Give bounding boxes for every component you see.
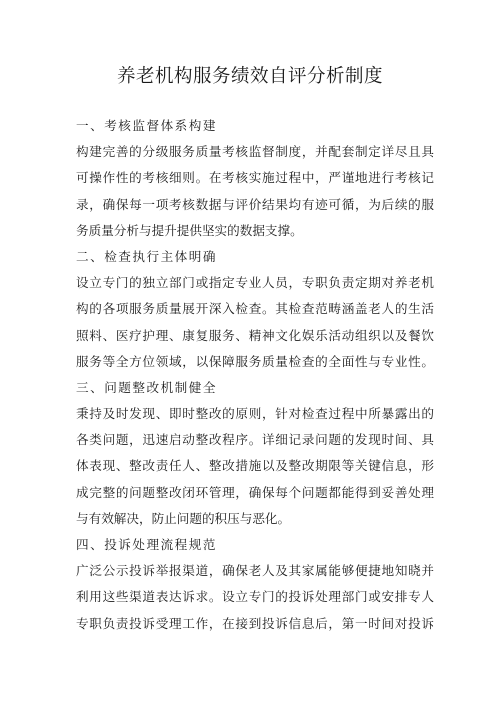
- paragraph-line: 秉持及时发现、即时整改的原则，针对检查过程中所暴露出的: [76, 406, 434, 422]
- paragraph-line: 构的各项服务质量展开深入检查。其检查范畴涵盖老人的生活: [76, 301, 434, 317]
- paragraph-line: 与有效解决，防止问题的积压与恶化。: [76, 510, 291, 526]
- paragraph-line: 录，确保每一项考核数据与评价结果均有迹可循，为后续的服: [76, 196, 434, 212]
- paragraph-line: 广泛公示投诉举报渠道，确保老人及其家属能够便捷地知晓并: [76, 563, 434, 579]
- paragraph-line: 专职负责投诉受理工作，在接到投诉信息后，第一时间对投诉: [76, 615, 434, 631]
- paragraph-line: 各类问题，迅速启动整改程序。详细记录问题的发现时间、具: [76, 432, 434, 448]
- section-heading: 三、问题整改机制健全: [76, 379, 217, 395]
- document-body: [76, 113, 434, 637]
- paragraph-line: 照料、医疗护理、康复服务、精神文化娱乐活动组织以及餐饮: [76, 327, 434, 343]
- paragraph-line: 成完整的问题整改闭环管理，确保每个问题都能得到妥善处理: [76, 484, 434, 500]
- section-heading: 二、检查执行主体明确: [76, 248, 217, 264]
- paragraph-line: 可操作性的考核细则。在考核实施过程中，严谨地进行考核记: [76, 170, 434, 186]
- paragraph-line: 设立专门的独立部门或指定专业人员，专职负责定期对养老机: [76, 275, 434, 291]
- paragraph-line: 务质量分析与提升提供坚实的数据支撑。: [76, 222, 303, 238]
- paragraph-line: 利用这些渠道表达诉求。设立专门的投诉处理部门或安排专人: [76, 589, 434, 605]
- section-heading: 四、投诉处理流程规范: [76, 537, 217, 552]
- paragraph-line: 体表现、整改责任人、整改措施以及整改期限等关键信息，形: [76, 458, 434, 474]
- section-heading: 一、考核监督体系构建: [76, 118, 217, 133]
- paragraph-line: 服务等全方位领域，以保障服务质量检查的全面性与专业性。: [76, 353, 434, 369]
- document-title: 养老机构服务绩效自评分析制度: [116, 66, 383, 87]
- paragraph-line: 构建完善的分级服务质量考核监督制度，并配套制定详尽且具: [76, 144, 434, 160]
